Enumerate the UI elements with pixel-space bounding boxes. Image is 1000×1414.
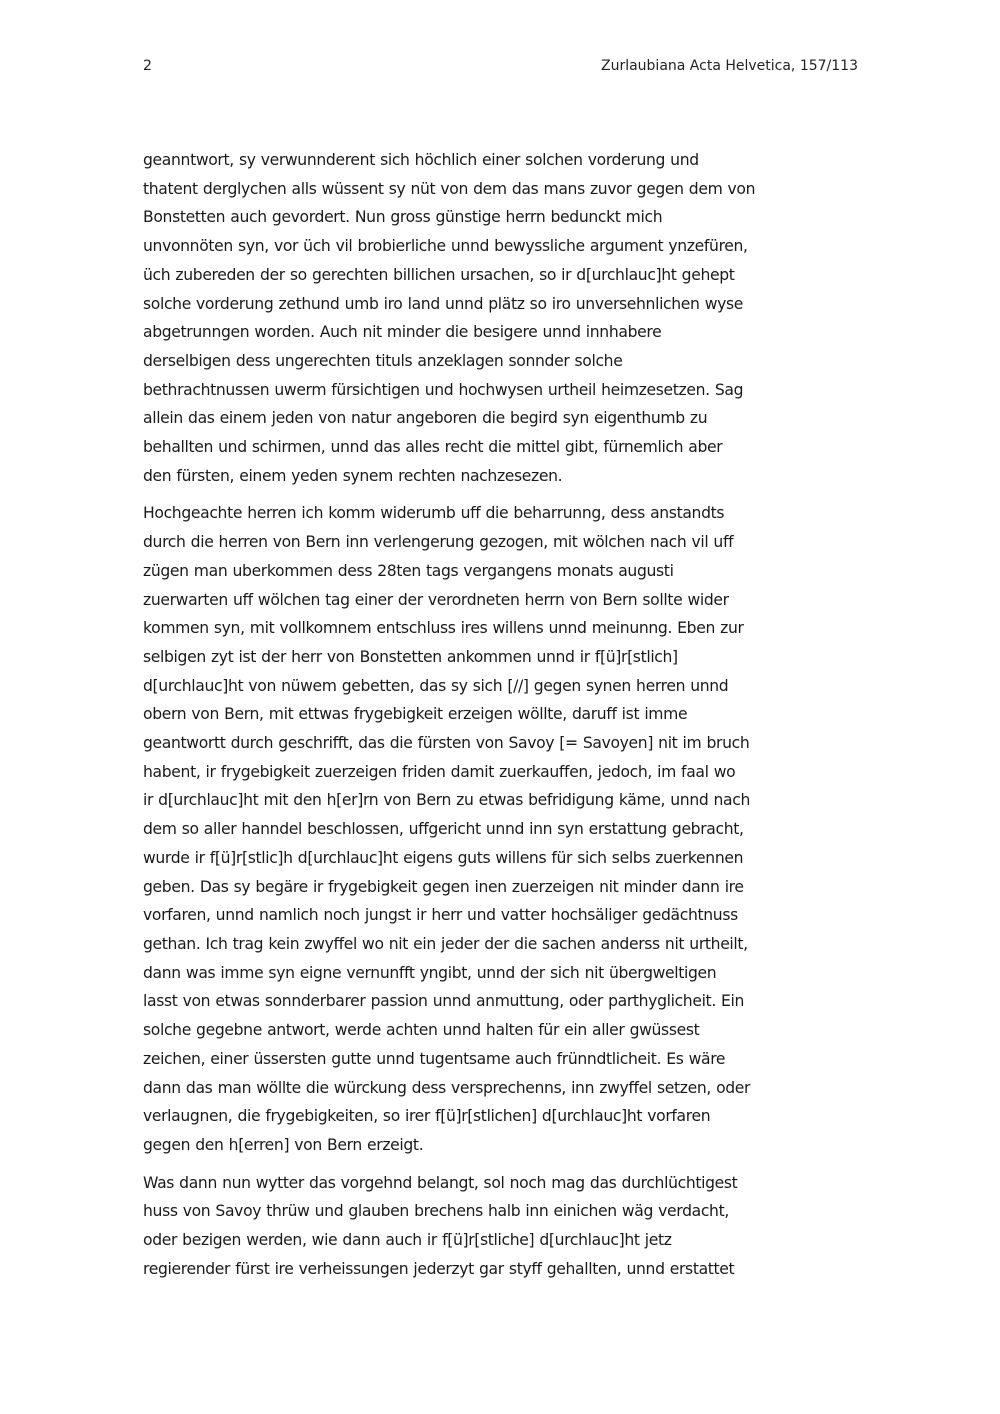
text-line: Hochgeachte herren ich komm widerumb uff die beharrunng, dess anstandts [143, 504, 725, 523]
text-line: behallten und schirmen, unnd das alles recht die mittel gibt, fürnemlich aber [143, 438, 723, 457]
body-text [143, 146, 859, 1292]
text-line: Bonstetten auch gevordert. Nun gross günstige herrn bedunckt mich [143, 208, 663, 227]
text-line: thatent derglychen alls wüssent sy nüt von dem das mans zuvor gegen dem von [143, 179, 756, 198]
text-line: unvonnöten syn, vor üch vil brobierliche unnd bewyssliche argument ynzefüren, [143, 237, 748, 256]
text-line: allein das einem jeden von natur angeboren die begird syn eigenthumb zu [143, 409, 708, 428]
paragraph-2 [143, 499, 859, 1159]
text-line: gegen den h[erren] von Bern erzeigt. [143, 1135, 424, 1154]
text-line: habent, ir frygebigkeit zuerzeigen friden damit zuerkauffen, jedoch, im faal wo [143, 762, 736, 781]
text-line: huss von Savoy thrüw und glauben brechens halb inn einichen wäg verdacht, [143, 1202, 729, 1221]
running-title: Zurlaubiana Acta Helvetica, 157/113 [600, 58, 858, 74]
text-line: derselbigen dess ungerechten tituls anzeklagen sonnder solche [143, 351, 623, 370]
text-line: ir d[urchlauc]ht mit den h[er]rn von Bern zu etwas befridigung käme, unnd nach [143, 791, 751, 810]
page-number: 2 [143, 58, 152, 74]
text-line: lasst von etwas sonnderbarer passion unnd anmuttung, oder parthyglicheit. Ein [143, 992, 745, 1011]
text-line: geanntwort, sy verwunnderent sich höchlich einer solchen vorderung und [143, 151, 699, 169]
text-line: zuerwarten uff wölchen tag einer der verordneten herrn von Bern sollte wider [143, 590, 729, 609]
text-line: regierender fürst ire verheissungen jederzyt gar styff gehallten, unnd erstattet [143, 1259, 735, 1278]
text-line: solche gegebne antwort, werde achten unnd halten für ein aller gwüssest [143, 1021, 700, 1040]
text-line: zeichen, einer üssersten gutte unnd tugentsame auch frünndtlicheit. Es wäre [143, 1049, 726, 1068]
text-line: wurde ir f[ü]r[stlic]h d[urchlauc]ht eigens guts willens für sich selbs zuerkennen [143, 848, 744, 867]
paragraph-1 [143, 146, 859, 490]
text-line: durch die herren von Bern inn verlengerung gezogen, mit wölchen nach vil uff [143, 533, 734, 552]
text-line: abgetrunngen worden. Auch nit minder die besigere unnd innhabere [143, 323, 662, 342]
text-line: den fürsten, einem yeden synem rechten nachzesezen. [143, 466, 563, 485]
page-header [143, 58, 858, 82]
text-line: solche vorderung zethund umb iro land unnd plätz so iro unversehnlichen wyse [143, 294, 743, 313]
text-line: d[urchlauc]ht von nüwem gebetten, das sy sich [//] gegen synen herren unnd [143, 676, 729, 695]
text-line: dann was imme syn eigne vernunfft yngibt, unnd der sich nit übergweltigen [143, 963, 717, 982]
text-line: dem so aller hanndel beschlossen, uffgericht unnd inn syn erstattung gebracht, [143, 820, 744, 839]
text-line: geantwortt durch geschrifft, das die fürsten von Savoy [= Savoyen] nit im bruch [143, 734, 750, 753]
text-line: obern von Bern, mit ettwas frygebigkeit erzeigen wöllte, daruff ist imme [143, 705, 688, 724]
text-line: Was dann nun wytter das vorgehnd belangt, sol noch mag das durchlüchtigest [143, 1173, 738, 1192]
text-line: zügen man uberkommen dess 28ten tags vergangens monats augusti [143, 561, 674, 580]
text-line: bethrachtnussen uwerm fürsichtigen und hochwysen urtheil heimzesetzen. Sag [143, 380, 744, 399]
text-line: selbigen zyt ist der herr von Bonstetten ankommen unnd ir f[ü]r[stlich] [143, 647, 678, 666]
paragraph-3 [143, 1169, 859, 1284]
text-line: üch zubereden der so gerechten billichen ursachen, so ir d[urchlauc]ht gehept [143, 265, 735, 284]
text-line: vorfaren, unnd namlich noch jungst ir herr und vatter hochsäliger gedächtnuss [143, 906, 738, 925]
text-line: oder bezigen werden, wie dann auch ir f[ü]r[stliche] d[urchlauc]ht jetz [143, 1231, 672, 1250]
text-line: geben. Das sy begäre ir frygebigkeit gegen inen zuerzeigen nit minder dann ire [143, 877, 744, 896]
text-line: kommen syn, mit vollkomnem entschluss ires willens unnd meinunng. Eben zur [143, 619, 744, 638]
text-line: gethan. Ich trag kein zwyffel wo nit ein jeder der die sachen anderss nit urtheilt, [143, 934, 748, 953]
text-line: verlaugnen, die frygebigkeiten, so irer f[ü]r[stlichen] d[urchlauc]ht vorfaren [143, 1107, 711, 1126]
text-line: dann das man wöllte die würckung dess versprechenns, inn zwyffel setzen, oder [143, 1078, 751, 1097]
